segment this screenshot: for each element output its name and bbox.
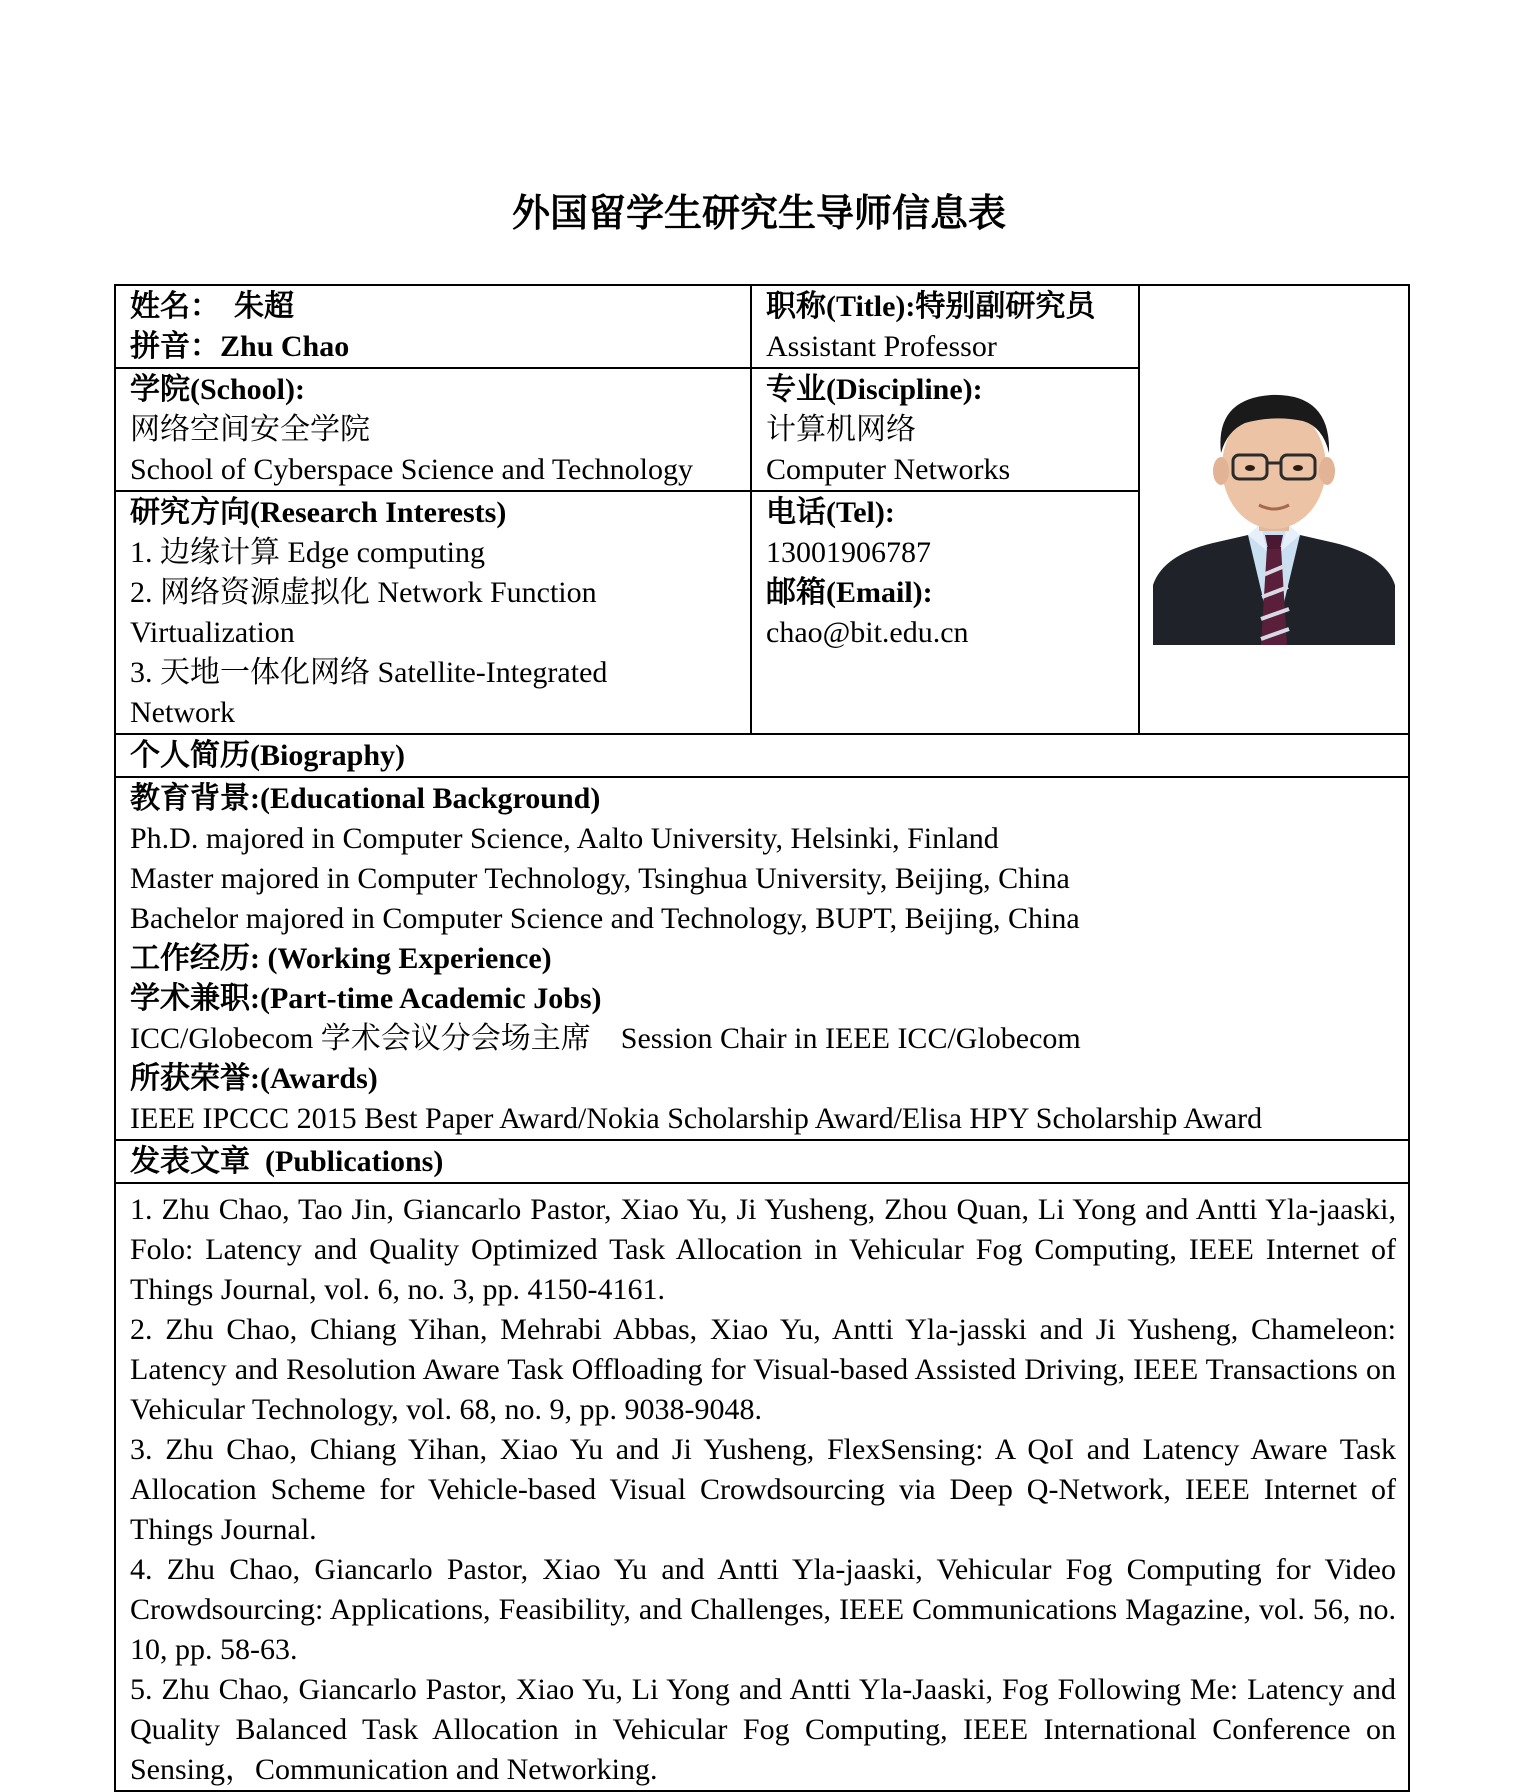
contact-cell (751, 491, 1139, 734)
name-cell (115, 285, 751, 368)
education-label: 教育背景:(Educational Background) (130, 782, 601, 815)
pinyin-value: Zhu Chao (220, 330, 350, 363)
pinyin-label: 拼音： (130, 330, 220, 363)
school-cn: 网络空间安全学院 (130, 413, 370, 446)
title-label: 职称(Title): (766, 290, 916, 323)
photo-cell (1139, 285, 1409, 734)
parttime-label: 学术兼职:(Part-time Academic Jobs) (130, 982, 602, 1015)
title-cell (751, 285, 1139, 368)
tel-label: 电话(Tel): (766, 496, 895, 529)
interest-item: 3. 天地一体化网络 Satellite-Integrated Network (130, 656, 608, 729)
education-item: Bachelor majored in Computer Science and Technology, BUPT, Beijing, China (130, 902, 1080, 935)
row-name-title (115, 285, 1409, 368)
interest-item: 2. 网络资源虚拟化 Network Function Virtualization (130, 576, 597, 649)
interest-item: 1. 边缘计算 Edge computing (130, 536, 485, 569)
interests-label: 研究方向(Research Interests) (130, 496, 507, 529)
work-label: 工作经历: (Working Experience) (130, 942, 552, 975)
discipline-label: 专业(Discipline): (766, 373, 983, 406)
publication-item: 3. Zhu Chao, Chiang Yihan, Xiao Yu and Ji Yusheng, FlexSensing: A QoI and Latency Aware Task Allocation Scheme for Vehicle-based Visual Crowdsourcing via Deep Q-Network, IEEE Internet of Things Journal. (130, 1433, 1396, 1546)
row-biography-header (115, 734, 1409, 777)
school-cell (115, 368, 751, 491)
title-cn: 特别副研究员 (915, 290, 1096, 323)
document-title: 外国留学生研究生导师信息表 (511, 193, 1006, 235)
name-label: 姓名： (130, 290, 220, 323)
tel-value: 13001906787 (766, 536, 931, 569)
discipline-en: Computer Networks (766, 453, 1011, 486)
row-biography-body (115, 777, 1409, 1140)
row-publications-header (115, 1140, 1409, 1183)
school-label: 学院(School): (130, 373, 305, 406)
publications-body (115, 1183, 1409, 1791)
email-value: chao@bit.edu.cn (766, 616, 969, 649)
interests-cell (115, 491, 751, 734)
email-label: 邮箱(Email): (766, 576, 933, 609)
portrait-photo (1153, 375, 1395, 645)
publication-item: 1. Zhu Chao, Tao Jin, Giancarlo Pastor, Xiao Yu, Ji Yusheng, Zhou Quan, Li Yong and Antti Yla-jaaski, Folo: Latency and Quality Optimized Task Allocation in Vehicular Fog Computing, IEEE Internet of Things Journal, vol. 6, no. 3, pp. 4150-4161. (130, 1193, 1396, 1306)
publications-header: 发表文章 (Publications) (115, 1140, 1409, 1183)
advisor-info-table (114, 284, 1410, 1792)
discipline-cn: 计算机网络 (766, 413, 916, 446)
name-value: 朱超 (234, 290, 294, 323)
publication-item: 5. Zhu Chao, Giancarlo Pastor, Xiao Yu, Li Yong and Antti Yla-Jaaski, Fog Following Me: Latency and Quality Balanced Task Allocation in Vehicular Fog Computing, IEEE International Conference on Sensing，Communication and Networking. (130, 1673, 1396, 1786)
biography-body (115, 777, 1409, 1140)
education-item: Master majored in Computer Technology, Tsinghua University, Beijing, China (130, 862, 1070, 895)
school-en: School of Cyberspace Science and Technology (130, 453, 694, 486)
publication-item: 4. Zhu Chao, Giancarlo Pastor, Xiao Yu and Antti Yla-jaaski, Vehicular Fog Computing for Video Crowdsourcing: Applications, Feasibility, and Challenges, IEEE Communications Magazine, vol. 56, no. 10, pp. 58-63. (130, 1553, 1396, 1666)
awards-label: 所获荣誉:(Awards) (130, 1062, 378, 1095)
publication-item: 2. Zhu Chao, Chiang Yihan, Mehrabi Abbas, Xiao Yu, Antti Yla-jasski and Ji Yusheng, Chameleon: Latency and Resolution Aware Task Offloading for Visual-based Assisted Driving, IEEE Transactions on Vehicular Technology, vol. 68, no. 9, pp. 9038-9048. (130, 1313, 1396, 1426)
education-item: Ph.D. majored in Computer Science, Aalto University, Helsinki, Finland (130, 822, 999, 855)
parttime-value: ICC/Globecom 学术会议分会场主席 Session Chair in IEEE ICC/Globecom (130, 1022, 1081, 1055)
title-en: Assistant Professor (766, 330, 997, 363)
discipline-cell (751, 368, 1139, 491)
awards-value: IEEE IPCCC 2015 Best Paper Award/Nokia Scholarship Award/Elisa HPY Scholarship Award (130, 1102, 1263, 1135)
row-publications-body (115, 1183, 1409, 1791)
biography-header: 个人简历(Biography) (115, 734, 1409, 777)
